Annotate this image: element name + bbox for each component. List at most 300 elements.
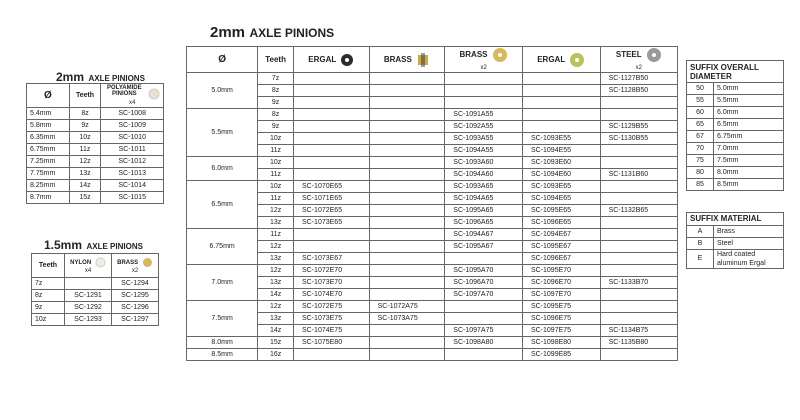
polyamide-row bbox=[27, 132, 164, 144]
part-code-cell: SC-1131B60 bbox=[600, 169, 677, 181]
diameter-cell: 6.0mm bbox=[187, 157, 258, 181]
header-ergal-2-label: ERGAL bbox=[537, 54, 566, 64]
poly-code-cell: SC-1014 bbox=[101, 180, 164, 192]
teeth-cell: 12z bbox=[258, 205, 294, 217]
part-code-cell bbox=[522, 73, 600, 85]
nb-header-nylon-sub: x4 bbox=[84, 267, 92, 274]
suffix-code-cell: 60 bbox=[687, 107, 714, 119]
part-code-cell: SC-1096E67 bbox=[522, 253, 600, 265]
part-code-cell: SC-1133B70 bbox=[600, 277, 677, 289]
suffix-value-cell: 6.75mm bbox=[714, 131, 784, 143]
header-brass-2-label: BRASS bbox=[459, 50, 488, 60]
part-code-cell: SC-1071E65 bbox=[294, 193, 370, 205]
pinion-row bbox=[187, 265, 678, 277]
pinion-row bbox=[187, 277, 678, 289]
suffix-code-cell: 55 bbox=[687, 95, 714, 107]
diameter-cell: 6.5mm bbox=[187, 181, 258, 229]
part-code-cell: SC-1093E60 bbox=[522, 157, 600, 169]
nb-header-brass-label: BRASS bbox=[117, 259, 139, 266]
pinion-row bbox=[187, 253, 678, 265]
poly-diameter-cell: 5.4mm bbox=[27, 108, 70, 120]
teeth-cell: 14z bbox=[258, 325, 294, 337]
material-value-cell: Brass bbox=[714, 226, 784, 238]
part-code-cell bbox=[294, 73, 370, 85]
nb-brass-cell: SC-1297 bbox=[111, 314, 158, 326]
nylon-brass-row bbox=[32, 290, 159, 302]
nylon-brass-row bbox=[32, 302, 159, 314]
diameter-cell: 7.0mm bbox=[187, 265, 258, 301]
nb-nylon-cell: SC-1293 bbox=[65, 314, 112, 326]
part-code-cell bbox=[600, 145, 677, 157]
teeth-cell: 11z bbox=[258, 193, 294, 205]
suffix-value-cell: 7.0mm bbox=[714, 143, 784, 155]
polyamide-row bbox=[27, 168, 164, 180]
part-code-cell: SC-1095A70 bbox=[445, 265, 523, 277]
teeth-cell: 10z bbox=[258, 181, 294, 193]
ergal-green-gear-icon bbox=[569, 52, 585, 68]
part-code-cell: SC-1073E67 bbox=[294, 253, 370, 265]
teeth-cell: 15z bbox=[258, 337, 294, 349]
polyamide-row bbox=[27, 108, 164, 120]
poly-teeth-cell: 12z bbox=[69, 156, 101, 168]
suffix-diameter-row bbox=[687, 107, 784, 119]
diameter-cell: 8.0mm bbox=[187, 337, 258, 349]
nb-header-nylon bbox=[65, 254, 112, 278]
pinion-row bbox=[187, 193, 678, 205]
nb-header-teeth: Teeth bbox=[32, 254, 65, 278]
nylon-brass-table-body bbox=[32, 278, 159, 326]
nb-nylon-cell bbox=[65, 278, 112, 290]
part-code-cell bbox=[369, 241, 445, 253]
part-code-cell bbox=[600, 349, 677, 361]
teeth-cell: 9z bbox=[258, 97, 294, 109]
part-code-cell: SC-1092A55 bbox=[445, 121, 523, 133]
pinion-row bbox=[187, 349, 678, 361]
nb-brass-cell: SC-1294 bbox=[111, 278, 158, 290]
part-code-cell bbox=[600, 157, 677, 169]
part-code-cell bbox=[445, 73, 523, 85]
teeth-cell: 14z bbox=[258, 289, 294, 301]
part-code-cell bbox=[369, 289, 445, 301]
part-code-cell: SC-1134B75 bbox=[600, 325, 677, 337]
poly-diameter-cell: 7.25mm bbox=[27, 156, 70, 168]
part-code-cell bbox=[522, 121, 600, 133]
suffix-value-cell: 8.0mm bbox=[714, 167, 784, 179]
pinion-row bbox=[187, 181, 678, 193]
part-code-cell bbox=[294, 133, 370, 145]
header-brass-1-label: BRASS bbox=[383, 54, 412, 64]
part-code-cell: SC-1095A67 bbox=[445, 241, 523, 253]
part-code-cell bbox=[369, 337, 445, 349]
part-code-cell: SC-1130B55 bbox=[600, 133, 677, 145]
pinion-row bbox=[187, 229, 678, 241]
part-code-cell: SC-1070E65 bbox=[294, 181, 370, 193]
part-code-cell bbox=[294, 97, 370, 109]
part-code-cell bbox=[369, 193, 445, 205]
part-code-cell: SC-1075E80 bbox=[294, 337, 370, 349]
suffix-diameter-row bbox=[687, 131, 784, 143]
suffix-diameter-row bbox=[687, 83, 784, 95]
part-code-cell: SC-1091A55 bbox=[445, 109, 523, 121]
brass-gear-icon bbox=[416, 53, 430, 67]
header-steel-sub: x2 bbox=[635, 65, 642, 71]
part-code-cell: SC-1097A75 bbox=[445, 325, 523, 337]
poly-teeth-cell: 9z bbox=[69, 120, 101, 132]
nb-header-brass-sub: x2 bbox=[131, 267, 139, 274]
teeth-cell: 12z bbox=[258, 265, 294, 277]
header-brass-1 bbox=[369, 47, 445, 73]
poly-code-cell: SC-1011 bbox=[101, 144, 164, 156]
suffix-diameter-table bbox=[686, 60, 784, 191]
suffix-value-cell: 5.5mm bbox=[714, 95, 784, 107]
suffix-diameter-body bbox=[687, 83, 784, 191]
part-code-cell: SC-1132B65 bbox=[600, 205, 677, 217]
part-code-cell bbox=[600, 241, 677, 253]
part-code-cell bbox=[369, 217, 445, 229]
part-code-cell: SC-1095E70 bbox=[522, 265, 600, 277]
teeth-cell: 16z bbox=[258, 349, 294, 361]
pinion-row bbox=[187, 133, 678, 145]
part-code-cell bbox=[369, 325, 445, 337]
pinion-row bbox=[187, 85, 678, 97]
pinion-row bbox=[187, 241, 678, 253]
header-steel-label: STEEL bbox=[615, 50, 642, 60]
suffix-value-cell: 6.5mm bbox=[714, 119, 784, 131]
teeth-cell: 10z bbox=[258, 157, 294, 169]
nb-nylon-cell: SC-1291 bbox=[65, 290, 112, 302]
part-code-cell: SC-1095E65 bbox=[522, 205, 600, 217]
suffix-code-cell: 85 bbox=[687, 179, 714, 191]
suffix-material-row bbox=[687, 226, 784, 238]
suffix-diameter-row bbox=[687, 95, 784, 107]
main-title bbox=[210, 24, 334, 42]
poly-header-sub: x4 bbox=[128, 99, 136, 106]
part-code-cell bbox=[369, 133, 445, 145]
part-code-cell bbox=[294, 85, 370, 97]
part-code-cell: SC-1098A80 bbox=[445, 337, 523, 349]
nb-teeth-cell: 7z bbox=[32, 278, 65, 290]
part-code-cell bbox=[294, 241, 370, 253]
polyamide-row bbox=[27, 120, 164, 132]
part-code-cell: SC-1094A67 bbox=[445, 229, 523, 241]
nb-header-brass bbox=[111, 254, 158, 278]
nb-teeth-cell: 8z bbox=[32, 290, 65, 302]
poly-code-cell: SC-1013 bbox=[101, 168, 164, 180]
suffix-value-cell: 5.0mm bbox=[714, 83, 784, 95]
main-table-body bbox=[187, 73, 678, 361]
teeth-cell: 12z bbox=[258, 301, 294, 313]
teeth-cell: 8z bbox=[258, 109, 294, 121]
suffix-material-row bbox=[687, 250, 784, 269]
material-code-cell: E bbox=[687, 250, 714, 269]
part-code-cell: SC-1072E70 bbox=[294, 265, 370, 277]
part-code-cell: SC-1074E70 bbox=[294, 289, 370, 301]
part-code-cell bbox=[445, 85, 523, 97]
part-code-cell: SC-1093E55 bbox=[522, 133, 600, 145]
part-code-cell: SC-1093A55 bbox=[445, 133, 523, 145]
header-ergal-2 bbox=[522, 47, 600, 73]
left-15mm-title-size: 1.5mm bbox=[44, 238, 83, 252]
polyamide-row bbox=[27, 180, 164, 192]
part-code-cell bbox=[600, 253, 677, 265]
nb-brass-cell: SC-1295 bbox=[111, 290, 158, 302]
part-code-cell bbox=[294, 229, 370, 241]
suffix-diameter-row bbox=[687, 179, 784, 191]
polyamide-row bbox=[27, 144, 164, 156]
diameter-cell: 6.75mm bbox=[187, 229, 258, 265]
poly-header-label: POLYAMIDE PINIONS bbox=[107, 85, 142, 98]
suffix-diameter-row bbox=[687, 167, 784, 179]
left-15mm-title-text: AXLE PINIONS bbox=[86, 242, 143, 251]
part-code-cell bbox=[369, 277, 445, 289]
part-code-cell bbox=[369, 157, 445, 169]
part-code-cell bbox=[445, 349, 523, 361]
part-code-cell: SC-1094A55 bbox=[445, 145, 523, 157]
suffix-material-row bbox=[687, 238, 784, 250]
teeth-cell: 13z bbox=[258, 253, 294, 265]
part-code-cell bbox=[369, 145, 445, 157]
poly-teeth-cell: 15z bbox=[69, 192, 101, 204]
part-code-cell bbox=[369, 121, 445, 133]
pinion-row bbox=[187, 169, 678, 181]
poly-diameter-cell: 6.35mm bbox=[27, 132, 70, 144]
header-steel bbox=[600, 47, 677, 73]
part-code-cell: SC-1095A65 bbox=[445, 205, 523, 217]
pinion-row bbox=[187, 301, 678, 313]
poly-diameter-cell: 6.75mm bbox=[27, 144, 70, 156]
teeth-cell: 8z bbox=[258, 85, 294, 97]
poly-teeth-cell: 11z bbox=[69, 144, 101, 156]
nb-nylon-cell: SC-1292 bbox=[65, 302, 112, 314]
pinion-row bbox=[187, 145, 678, 157]
part-code-cell: SC-1072E75 bbox=[294, 301, 370, 313]
suffix-code-cell: 65 bbox=[687, 119, 714, 131]
poly-teeth-cell: 14z bbox=[69, 180, 101, 192]
part-code-cell: SC-1093E65 bbox=[522, 181, 600, 193]
polyamide-row bbox=[27, 156, 164, 168]
nylon-brass-table bbox=[31, 253, 159, 326]
main-title-text: AXLE PINIONS bbox=[249, 26, 335, 40]
main-title-size: 2mm bbox=[210, 24, 246, 41]
header-brass-2 bbox=[445, 47, 523, 73]
poly-diameter-cell: 8.25mm bbox=[27, 180, 70, 192]
part-code-cell bbox=[369, 265, 445, 277]
part-code-cell: SC-1095E75 bbox=[522, 301, 600, 313]
left-15mm-title bbox=[44, 236, 143, 254]
pinion-row bbox=[187, 337, 678, 349]
part-code-cell bbox=[369, 169, 445, 181]
part-code-cell: SC-1096E70 bbox=[522, 277, 600, 289]
suffix-diameter-row bbox=[687, 143, 784, 155]
part-code-cell bbox=[369, 349, 445, 361]
part-code-cell: SC-1074E75 bbox=[294, 325, 370, 337]
left-2mm-title-text: AXLE PINIONS bbox=[88, 74, 145, 83]
suffix-code-cell: 67 bbox=[687, 131, 714, 143]
part-code-cell: SC-1073A75 bbox=[369, 313, 445, 325]
part-code-cell bbox=[600, 289, 677, 301]
suffix-value-cell: 8.5mm bbox=[714, 179, 784, 191]
pinion-row bbox=[187, 97, 678, 109]
part-code-cell: SC-1096E65 bbox=[522, 217, 600, 229]
nylon-gear-icon bbox=[95, 257, 106, 268]
main-pinion-table bbox=[186, 46, 678, 361]
suffix-diameter-row bbox=[687, 155, 784, 167]
header-brass-2-sub: x2 bbox=[480, 65, 487, 71]
part-code-cell: SC-1099E85 bbox=[522, 349, 600, 361]
material-value-cell: Steel bbox=[714, 238, 784, 250]
material-value-cell: Hard coated aluminum Ergal bbox=[714, 250, 784, 269]
part-code-cell bbox=[522, 109, 600, 121]
diameter-cell: 8.5mm bbox=[187, 349, 258, 361]
nylon-brass-row bbox=[32, 314, 159, 326]
diameter-cell: 5.0mm bbox=[187, 73, 258, 109]
part-code-cell bbox=[445, 301, 523, 313]
steel-gear-icon bbox=[646, 47, 662, 63]
part-code-cell bbox=[522, 97, 600, 109]
pinion-row bbox=[187, 157, 678, 169]
part-code-cell: SC-1073E75 bbox=[294, 313, 370, 325]
part-code-cell bbox=[294, 145, 370, 157]
pinion-row bbox=[187, 121, 678, 133]
poly-code-cell: SC-1010 bbox=[101, 132, 164, 144]
part-code-cell bbox=[294, 157, 370, 169]
small-brass-gear-icon bbox=[142, 257, 153, 268]
part-code-cell: SC-1096A65 bbox=[445, 217, 523, 229]
teeth-cell: 13z bbox=[258, 217, 294, 229]
material-code-cell: B bbox=[687, 238, 714, 250]
part-code-cell bbox=[369, 253, 445, 265]
teeth-cell: 11z bbox=[258, 169, 294, 181]
header-teeth: Teeth bbox=[258, 47, 294, 73]
part-code-cell bbox=[294, 109, 370, 121]
suffix-material-table bbox=[686, 212, 784, 269]
part-code-cell: SC-1097A70 bbox=[445, 289, 523, 301]
poly-diameter-cell: 5.8mm bbox=[27, 120, 70, 132]
part-code-cell bbox=[445, 313, 523, 325]
part-code-cell bbox=[600, 193, 677, 205]
suffix-material-title: SUFFIX MATERIAL bbox=[687, 213, 784, 226]
part-code-cell: SC-1095E67 bbox=[522, 241, 600, 253]
header-ergal-1-label: ERGAL bbox=[308, 54, 337, 64]
part-code-cell bbox=[369, 229, 445, 241]
part-code-cell: SC-1093A60 bbox=[445, 157, 523, 169]
poly-code-cell: SC-1009 bbox=[101, 120, 164, 132]
teeth-cell: 12z bbox=[258, 241, 294, 253]
part-code-cell: SC-1072E65 bbox=[294, 205, 370, 217]
pinion-row bbox=[187, 289, 678, 301]
part-code-cell bbox=[445, 97, 523, 109]
polyamide-table bbox=[26, 83, 164, 204]
part-code-cell: SC-1094A60 bbox=[445, 169, 523, 181]
header-ergal-1 bbox=[294, 47, 370, 73]
ergal-dark-gear-icon bbox=[340, 53, 354, 67]
part-code-cell: SC-1128B50 bbox=[600, 85, 677, 97]
teeth-cell: 11z bbox=[258, 145, 294, 157]
teeth-cell: 13z bbox=[258, 277, 294, 289]
suffix-code-cell: 80 bbox=[687, 167, 714, 179]
poly-diameter-cell: 7.75mm bbox=[27, 168, 70, 180]
suffix-value-cell: 6.0mm bbox=[714, 107, 784, 119]
teeth-cell: 7z bbox=[258, 73, 294, 85]
teeth-cell: 11z bbox=[258, 229, 294, 241]
diameter-cell: 5.5mm bbox=[187, 109, 258, 157]
part-code-cell bbox=[600, 301, 677, 313]
part-code-cell: SC-1072A75 bbox=[369, 301, 445, 313]
pinion-row bbox=[187, 217, 678, 229]
part-code-cell bbox=[600, 229, 677, 241]
part-code-cell bbox=[369, 181, 445, 193]
part-code-cell bbox=[294, 169, 370, 181]
pinion-row bbox=[187, 205, 678, 217]
poly-teeth-cell: 8z bbox=[69, 108, 101, 120]
nb-teeth-cell: 9z bbox=[32, 302, 65, 314]
part-code-cell: SC-1094E60 bbox=[522, 169, 600, 181]
part-code-cell bbox=[600, 217, 677, 229]
part-code-cell: SC-1097E70 bbox=[522, 289, 600, 301]
suffix-diameter-row bbox=[687, 119, 784, 131]
nb-brass-cell: SC-1296 bbox=[111, 302, 158, 314]
poly-teeth-cell: 13z bbox=[69, 168, 101, 180]
part-code-cell: SC-1093A65 bbox=[445, 181, 523, 193]
pinion-row bbox=[187, 73, 678, 85]
brass-star-gear-icon bbox=[492, 47, 508, 63]
part-code-cell: SC-1097E75 bbox=[522, 325, 600, 337]
pinion-row bbox=[187, 313, 678, 325]
part-code-cell: SC-1073E70 bbox=[294, 277, 370, 289]
left-2mm-title-size: 2mm bbox=[56, 70, 85, 84]
part-code-cell: SC-1096A70 bbox=[445, 277, 523, 289]
poly-header-pinions bbox=[101, 84, 164, 108]
part-code-cell: SC-1094A65 bbox=[445, 193, 523, 205]
poly-code-cell: SC-1012 bbox=[101, 156, 164, 168]
part-code-cell bbox=[369, 85, 445, 97]
suffix-material-body bbox=[687, 226, 784, 269]
suffix-diameter-title: SUFFIX OVERALL DIAMETER bbox=[687, 61, 784, 83]
poly-diameter-cell: 8.7mm bbox=[27, 192, 70, 204]
material-code-cell: A bbox=[687, 226, 714, 238]
part-code-cell bbox=[522, 85, 600, 97]
poly-code-cell: SC-1008 bbox=[101, 108, 164, 120]
part-code-cell: SC-1094E65 bbox=[522, 193, 600, 205]
suffix-code-cell: 70 bbox=[687, 143, 714, 155]
pinion-row bbox=[187, 109, 678, 121]
part-code-cell: SC-1096E75 bbox=[522, 313, 600, 325]
suffix-code-cell: 75 bbox=[687, 155, 714, 167]
part-code-cell: SC-1129B55 bbox=[600, 121, 677, 133]
part-code-cell bbox=[600, 109, 677, 121]
part-code-cell bbox=[369, 97, 445, 109]
part-code-cell bbox=[600, 181, 677, 193]
header-diameter: Ø bbox=[187, 47, 258, 73]
polyamide-table-body bbox=[27, 108, 164, 204]
part-code-cell: SC-1094E55 bbox=[522, 145, 600, 157]
teeth-cell: 13z bbox=[258, 313, 294, 325]
part-code-cell bbox=[294, 121, 370, 133]
polyamide-gear-icon bbox=[148, 88, 160, 100]
suffix-value-cell: 7.5mm bbox=[714, 155, 784, 167]
nb-teeth-cell: 10z bbox=[32, 314, 65, 326]
part-code-cell bbox=[369, 73, 445, 85]
poly-code-cell: SC-1015 bbox=[101, 192, 164, 204]
part-code-cell: SC-1094E67 bbox=[522, 229, 600, 241]
polyamide-row bbox=[27, 192, 164, 204]
part-code-cell bbox=[369, 109, 445, 121]
part-code-cell: SC-1098E80 bbox=[522, 337, 600, 349]
suffix-code-cell: 50 bbox=[687, 83, 714, 95]
poly-header-diameter: Ø bbox=[27, 84, 70, 108]
part-code-cell: SC-1127B50 bbox=[600, 73, 677, 85]
part-code-cell bbox=[600, 265, 677, 277]
